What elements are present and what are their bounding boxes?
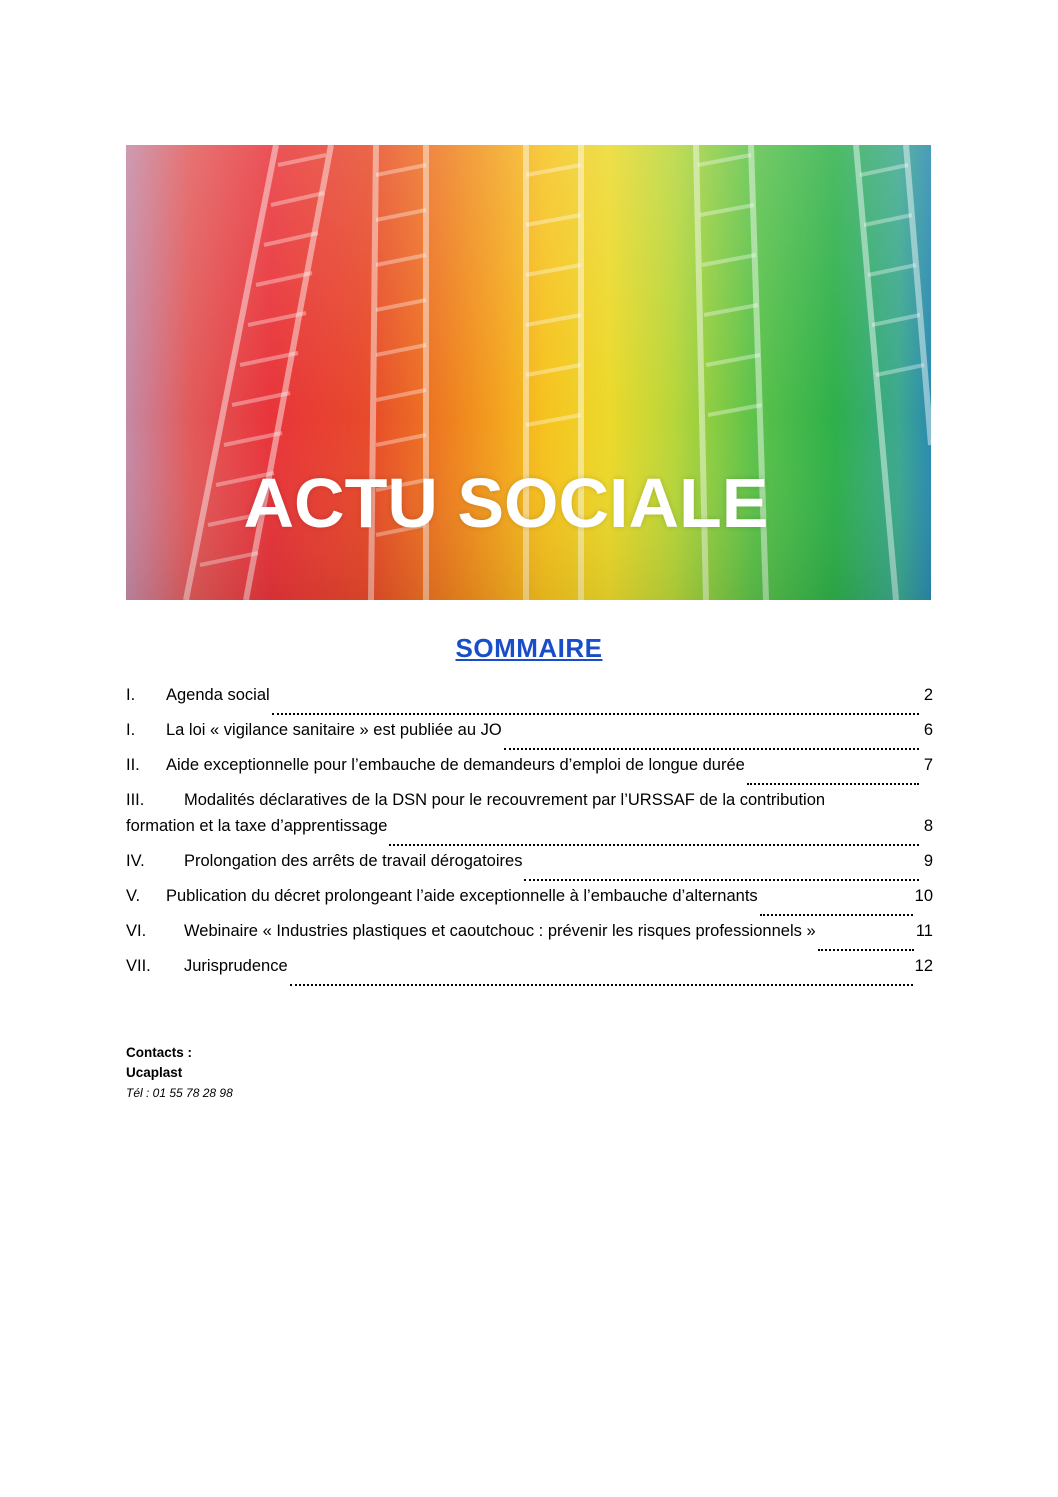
dot-leader [504,748,919,750]
toc-entry-label: Publication du décret prolongeant l’aide exceptionnelle à l’embauche d’alternants [166,887,758,905]
toc-entry-page: 6 [923,721,933,739]
dot-leader [524,879,919,881]
toc-entry-label-continued: formation et la taxe d’apprentissage [126,817,388,835]
toc-entry-label: Modalités déclaratives de la DSN pour le recouvrement par l’URSSAF de la contribution [184,791,826,809]
toc-entry-number: V. [126,887,141,905]
toc-entry[interactable] [126,791,933,852]
toc-entry[interactable] [126,887,933,922]
dot-leader [389,844,919,846]
toc-entry-label: Agenda social [166,686,270,704]
toc-entry-number: IV. [126,852,145,870]
sommaire-heading: SOMMAIRE [455,633,603,663]
dot-leader [818,949,914,951]
toc-entry[interactable] [126,686,933,721]
dot-leader [272,713,919,715]
contacts-block [126,1043,233,1103]
toc-entry-number: I. [126,686,136,704]
toc-entry-page: 8 [923,817,933,835]
toc-entry-number: II. [126,756,140,774]
toc-entry[interactable] [126,852,933,887]
table-of-contents [126,686,933,992]
toc-entry-label: Webinaire « Industries plastiques et caoutchouc : prévenir les risques professionnels » [184,922,816,940]
toc-entry-label: Jurisprudence [184,957,288,975]
contacts-heading: Contacts : [126,1045,193,1060]
toc-entry-label: La loi « vigilance sanitaire » est publiée au JO [166,721,502,739]
toc-entry-number: VII. [126,957,151,975]
cover-banner [126,145,931,600]
toc-entry-page: 11 [915,922,933,940]
toc-entry[interactable] [126,922,933,957]
toc-entry-page: 7 [923,756,933,774]
contacts-organization: Ucaplast [126,1065,183,1080]
banner-text [126,145,931,600]
toc-entry-number: VI. [126,922,147,940]
toc-entry-page: 10 [914,887,933,905]
toc-entry[interactable] [126,957,933,992]
newsletter-title: ACTU SOCIALE [243,464,769,542]
dot-leader [290,984,913,986]
toc-entry-label: Aide exceptionnelle pour l’embauche de demandeurs d’emploi de longue durée [166,756,745,774]
toc-entry-number: III. [126,791,145,809]
toc-entry[interactable] [126,756,933,791]
toc-entry-page: 2 [923,686,933,704]
toc-entry-number: I. [126,721,136,739]
contacts-phone: Tél : 01 55 78 28 98 [126,1086,233,1100]
toc-entry-page: 9 [923,852,933,870]
dot-leader [747,783,919,785]
toc-entry-page: 12 [914,957,933,975]
toc-entry-label: Prolongation des arrêts de travail dérogatoires [184,852,523,870]
dot-leader [760,914,913,916]
toc-entry[interactable] [126,721,933,756]
